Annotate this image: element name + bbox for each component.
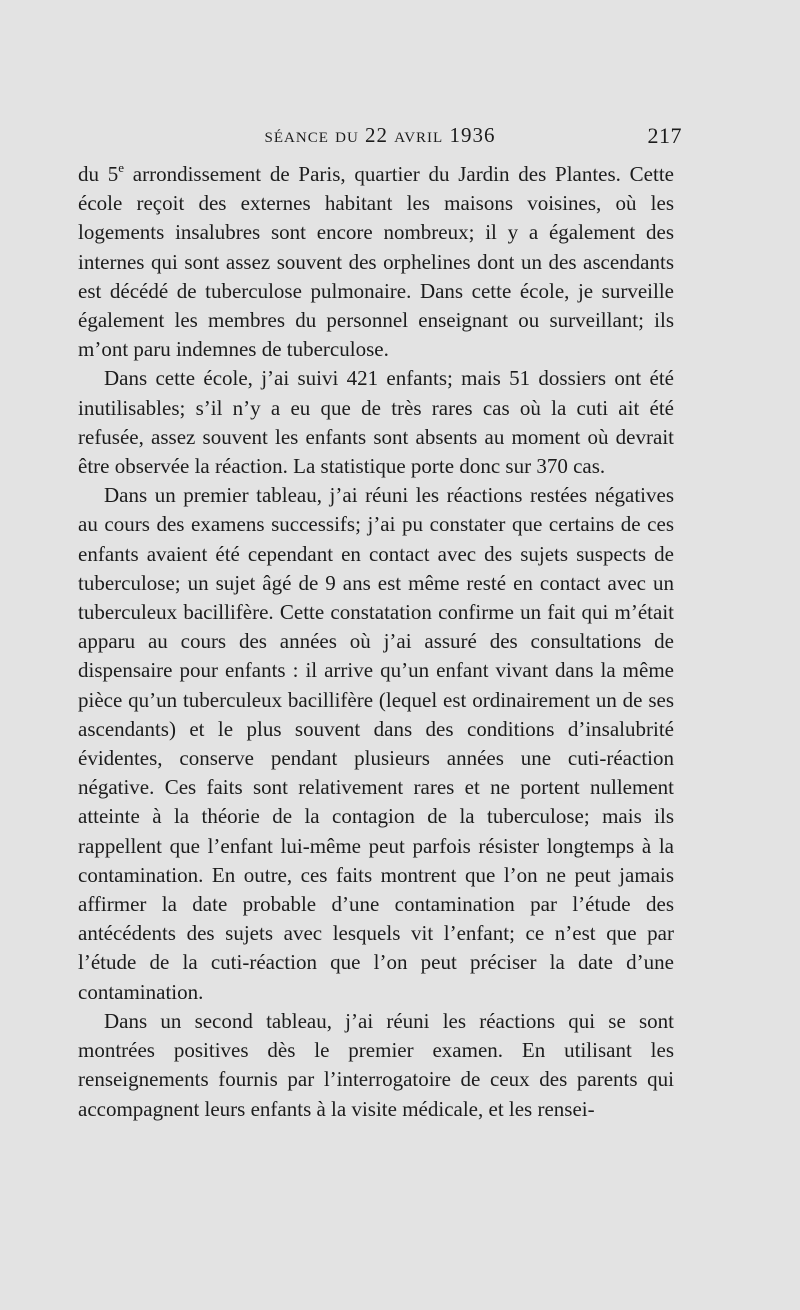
paragraph-1-text: arrondissement de Paris, quartier du Jardin des Plantes. Cette école reçoit des externes habitant les maisons voisines, où les logements insalubres sont encore nombreux; il y a également des internes qui sont assez souvent des orphelines dont un des ascendants est décédé de tuberculose pulmonaire. Dans cette école, je surveille également les membres du personnel enseignant ou surveillant; ils m’ont paru indemnes de tuberculose. xyxy=(78,162,674,362)
paragraph-2: Dans cette école, j’ai suivi 421 enfants; mais 51 dossiers ont été inutilisables; s’il n’y a eu que de très rares cas où la cuti ait été refusée, assez souvent les enfants sont absents au moment où devrait être observée la réaction. La statistique porte donc sur 370 cas. xyxy=(78,366,674,479)
page-number: 217 xyxy=(647,123,682,148)
body-text xyxy=(78,160,674,1124)
page-header xyxy=(78,121,682,151)
paragraph-1 xyxy=(78,160,674,364)
running-head: séance du 22 avril 1936 xyxy=(264,123,496,147)
paragraph-1-lead: du 5 xyxy=(78,162,119,186)
superscript-e: e xyxy=(118,160,125,175)
paragraph-4: Dans un second tableau, j’ai réuni les réactions qui se sont montrées positives dès le premier examen. En utilisant les renseignements fournis par l’interrogatoire de ceux des parents qui accompagnent leurs enfants à la visite médicale, et les rensei- xyxy=(78,1008,674,1121)
paragraph-3: Dans un premier tableau, j’ai réuni les réactions restées négatives au cours des examens successifs; j’ai pu constater que certains de ces enfants avaient été cependant en contact avec des sujets suspects de tuberculose; un sujet âgé de 9 ans est même resté en contact avec un tuberculeux bacillifère. Cette constatation confirme un fait qui m’était apparu au cours des années où j’ai assuré des consultations de dispensaire pour enfants : il arrive qu’un enfant vivant dans la même pièce qu’un tuberculeux bacillifère (lequel est ordinairement un de ses ascendants) et le plus souvent dans des conditions d’insalubrité évidentes, conserve pendant plusieurs années une cuti-réaction négative. Ces faits sont relativement rares et ne portent nullement atteinte à la théorie de la contagion de la tuberculose; mais ils rappellent que l’enfant lui-même peut parfois résister longtemps à la contamination. En outre, ces faits montrent que l’on ne peut jamais affirmer la date probable d’une contamination par l’étude des antécédents des sujets avec lesquels vit l’enfant; ce n’est que par l’étude de la cuti-réaction que l’on peut préciser la date d’une contamination. xyxy=(78,483,674,1004)
